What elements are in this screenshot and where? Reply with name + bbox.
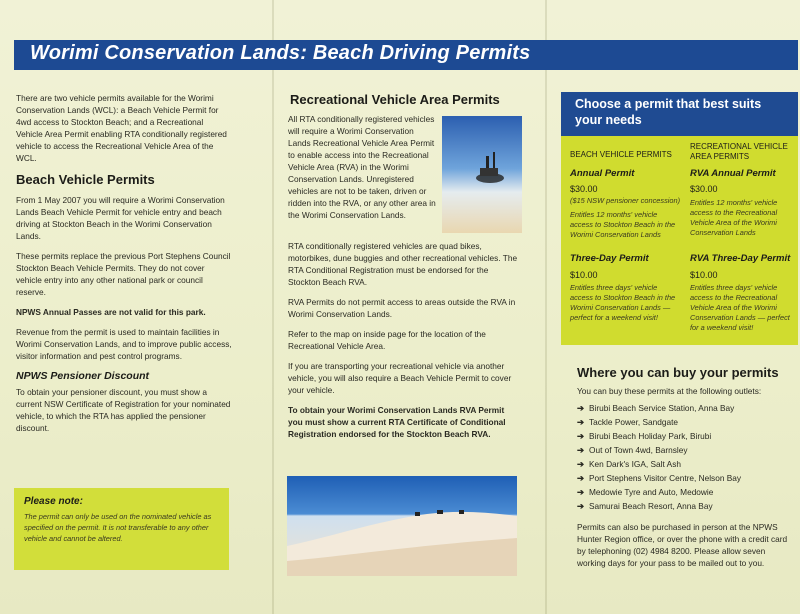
arrow-icon: ➔ (577, 403, 584, 413)
buy-intro: You can buy these permits at the following outlets: (577, 386, 762, 396)
beach-paragraph: These permits replace the previous Port Stephens Council Stockton Beach Vehicle Permits. They do not cover vehicle entry into any other national park or council reserve. (16, 251, 231, 297)
column-beach-permits (16, 92, 232, 442)
rva-3day-description: Entitles three days' vehicle access to the Recreational Vehicle Area of the Worimi Conservation Lands — perfect for a weekend visit! (690, 283, 790, 332)
arrow-icon: ➔ (577, 473, 584, 483)
arrow-icon: ➔ (577, 445, 584, 455)
revenue-paragraph: Revenue from the permit is used to maintain facilities in Worimi Conservation Lands, and to improve public access, visitor information and pest control programs. (16, 327, 232, 361)
rva-3day-title: RVA Three-Day Permit (690, 253, 791, 264)
beach-annual-description: Entitles 12 months' vehicle access to Stockton Beach in the Worimi Conservation Lands (570, 210, 676, 239)
rva-permits-column-header: RECREATIONAL VEHICLE AREA PERMITS (690, 142, 788, 161)
rva-3day-price: $10.00 (690, 270, 718, 280)
permit-comparison-title: Choose a permit that best suits your needs (575, 97, 762, 127)
list-item: ➔ Birubi Beach Holiday Park, Birubi (577, 431, 712, 441)
page-title: Worimi Conservation Lands: Beach Driving Permits (30, 42, 531, 64)
quad-bike-illustration (442, 116, 522, 233)
list-item: ➔ Medowie Tyre and Auto, Medowie (577, 487, 714, 497)
note-text: The permit can only be used on the nominated vehicle as specified on the permit. It is not transferable to any other vehicle and cannot be altered. (24, 512, 212, 543)
beach-permits-column-header: BEACH VEHICLE PERMITS (570, 150, 672, 159)
rva-requirement: To obtain your Worimi Conservation Lands RVA Permit you must show a current RTA Certificate of Conditional Registration endorsed for the Stockton Beach RVA. (288, 405, 506, 439)
buy-section (577, 385, 792, 577)
list-item: ➔ Out of Town 4wd, Barnsley (577, 445, 688, 455)
list-item: ➔ Samurai Beach Resort, Anna Bay (577, 501, 713, 511)
intro-paragraph: There are two vehicle permits available for the Worimi Conservation Lands (WCL): a Beach Vehicle Permit for 4wd access to Stockton Beach; and a Recreational Vehicle Area Permit enabling RTA conditionally registered vehicle to access the Recreational Vehicle Area of the WCL. (16, 93, 227, 163)
outlet-list (577, 401, 792, 513)
rva-body (288, 240, 518, 448)
rva-paragraph: All RTA conditionally registered vehicles will require a Worimi Conservation Lands Recreational Vehicle Area Permit to enable access into the Recreational Vehicle Area (RVA) in the Worimi Conservation Lands. Unregistered vehicles are not to be taken, driven or ridden into the RVA, or any other area in the Worimi Conservation Lands. (288, 114, 436, 220)
rva-heading: Recreational Vehicle Area Permits (290, 92, 500, 107)
rva-annual-price: $30.00 (690, 184, 718, 194)
list-item: ➔ Port Stephens Visitor Centre, Nelson Bay (577, 473, 742, 483)
beach-paragraph: From 1 May 2007 you will require a Worimi Conservation Lands Beach Vehicle Permit for vehicle entry and beach driving at Stockton Beach in the Worimi Conservation Lands. (16, 195, 225, 241)
note-title: Please note: (24, 496, 83, 507)
fold-line (272, 0, 274, 614)
pensioner-paragraph: To obtain your pensioner discount, you must show a current NSW Certificate of Registration for your nominated vehicle, to which the RTA has applied the pensioner discount. (16, 387, 231, 433)
beach-3day-price: $10.00 (570, 270, 598, 280)
arrow-icon: ➔ (577, 431, 584, 441)
rva-intro (288, 113, 436, 229)
arrow-icon: ➔ (577, 417, 584, 427)
beach-annual-price: $30.00 (570, 184, 598, 194)
rva-paragraph: RVA Permits do not permit access to areas outside the RVA in Worimi Conservation Lands. (288, 297, 516, 319)
pensioner-heading: NPWS Pensioner Discount (16, 370, 150, 382)
buy-heading: Where you can buy your permits (577, 365, 779, 380)
beach-annual-title: Annual Permit (570, 168, 635, 179)
beach-permits-heading: Beach Vehicle Permits (16, 172, 155, 187)
sand-dune-illustration (287, 476, 517, 576)
fold-line (545, 0, 547, 614)
rva-paragraph: Refer to the map on inside page for the location of the Recreational Vehicle Area. (288, 329, 486, 351)
list-item: ➔ Ken Dark's IGA, Salt Ash (577, 459, 681, 469)
rva-paragraph: If you are transporting your recreational vehicle via another vehicle, you will also require a Beach Vehicle Permit to cover your vehicle. (288, 361, 512, 395)
beach-3day-description: Entitles three days' vehicle access to Stockton Beach in the Worimi Conservation Lands — perfect for a weekend visit! (570, 283, 676, 322)
please-note-box (14, 488, 229, 570)
list-item: ➔ Tackle Power, Sandgate (577, 417, 679, 427)
rva-paragraph: RTA conditionally registered vehicles are quad bikes, motorbikes, dune buggies and other recreational vehicles. The RTA Conditional Registration must be endorsed for the Stockton Beach RVA. (288, 241, 518, 287)
arrow-icon: ➔ (577, 459, 584, 469)
sand-dune-photo (287, 476, 517, 576)
rva-annual-title: RVA Annual Permit (690, 168, 776, 179)
quad-bike-photo (442, 116, 522, 233)
rva-annual-description: Entitles 12 months' vehicle access to the Recreational Vehicle Area of the Worimi Conservation Lands (690, 198, 778, 237)
arrow-icon: ➔ (577, 487, 584, 497)
arrow-icon: ➔ (577, 501, 584, 511)
beach-3day-title: Three-Day Permit (570, 253, 649, 264)
npws-pass-note: NPWS Annual Passes are not valid for this park. (16, 307, 206, 317)
beach-annual-concession: ($15 NSW pensioner concession) (570, 196, 681, 205)
buy-footer: Permits can also be purchased in person at the NPWS Hunter Region office, or over the phone with a credit card by telephoning (02) 4984 8200. Please allow seven working days for your pass to be mailed out to you. (577, 522, 788, 568)
list-item: ➔ Birubi Beach Service Station, Anna Bay (577, 403, 735, 413)
